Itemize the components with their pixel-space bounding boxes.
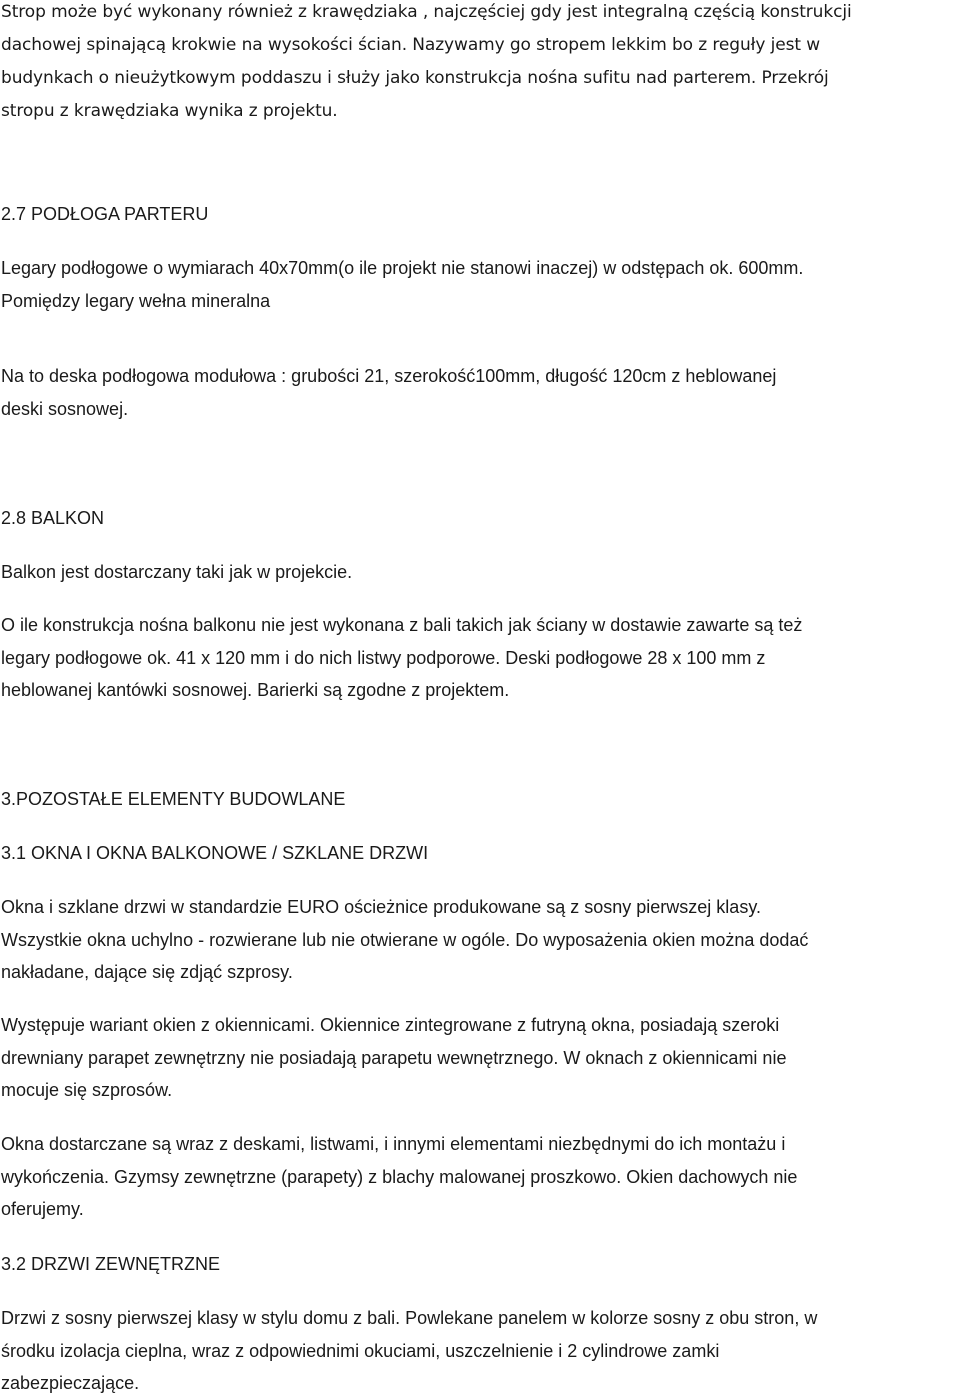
section-2-8-heading: 2.8 BALKON [1, 508, 105, 528]
section-3-2-heading: 3.2 DRZWI ZEWNĘTRZNE [1, 1254, 220, 1274]
section-3-1-heading: 3.1 OKNA I OKNA BALKONOWE / SZKLANE DRZWI [1, 843, 429, 863]
section-2-8-paragraph-2: O ile konstrukcja nośna balkonu nie jest wykonana z bali takich jak ściany w dostawie zawarte są też legary podłogowe ok. 41 x 120 mm i do nich listwy podporowe. Deski podłogowe 28 x 100 mm z heblowanej kantówki sosnowej. Barierki są zgodne z projektem. [1, 615, 803, 700]
section-2-7-paragraph-2: Na to deska podłogowa modułowa : grubości 21, szerokość100mm, długość 120cm z heblowanej deski sosnowej. [1, 366, 777, 419]
section-3-1-paragraph-1: Okna i szklane drzwi w standardzie EURO ościeżnice produkowane są z sosny pierwszej klasy. Wszystkie okna uchylno - rozwierane lub nie otwierane w ogóle. Do wyposażenia okien można dodać nakładane, dające się zdjąć szprosy. [1, 897, 809, 982]
section-2-8-paragraph-1: Balkon jest dostarczany taki jak w projekcie. [1, 562, 353, 582]
section-3-2-paragraph-1: Drzwi z sosny pierwszej klasy w stylu domu z bali. Powlekane panelem w kolorze sosny z obu stron, w środku izolacja cieplna, wraz z odpowiednimi okuciami, uszczelnienie i 2 cylindrowe zamki zabezpieczające. [1, 1308, 818, 1393]
intro-paragraph: Strop może być wykonany również z krawędziaka , najczęściej gdy jest integralną częścią konstrukcji dachowej spinającą krokwie na wysokości ścian. Nazywamy go stropem lekkim bo z reguły jest w budynkach o nieużytkowym poddaszu i służy jako konstrukcja nośna sufitu nad parterem. Przekrój stropu z krawędziaka wynika z projektu. [1, 2, 852, 121]
section-3-heading: 3.POZOSTAŁE ELEMENTY BUDOWLANE [1, 789, 346, 809]
section-3-1-paragraph-2: Występuje wariant okien z okiennicami. Okiennice zintegrowane z futryną okna, posiadają szeroki drewniany parapet zewnętrzny nie posiadają parapetu wewnętrznego. W oknach z okiennicami nie mocuje się szprosów. [1, 1015, 787, 1100]
section-3-1-paragraph-3: Okna dostarczane są wraz z deskami, listwami, i innymi elementami niezbędnymi do ich montażu i wykończenia. Gzymsy zewnętrzne (parapety) z blachy malowanej proszkowo. Okien dachowych nie oferujemy. [1, 1134, 798, 1219]
section-2-7-paragraph-1: Legary podłogowe o wymiarach 40x70mm(o ile projekt nie stanowi inaczej) w odstępach ok. 600mm. Pomiędzy legary wełna mineralna [1, 258, 804, 311]
section-2-7-heading: 2.7 PODŁOGA PARTERU [1, 204, 209, 224]
